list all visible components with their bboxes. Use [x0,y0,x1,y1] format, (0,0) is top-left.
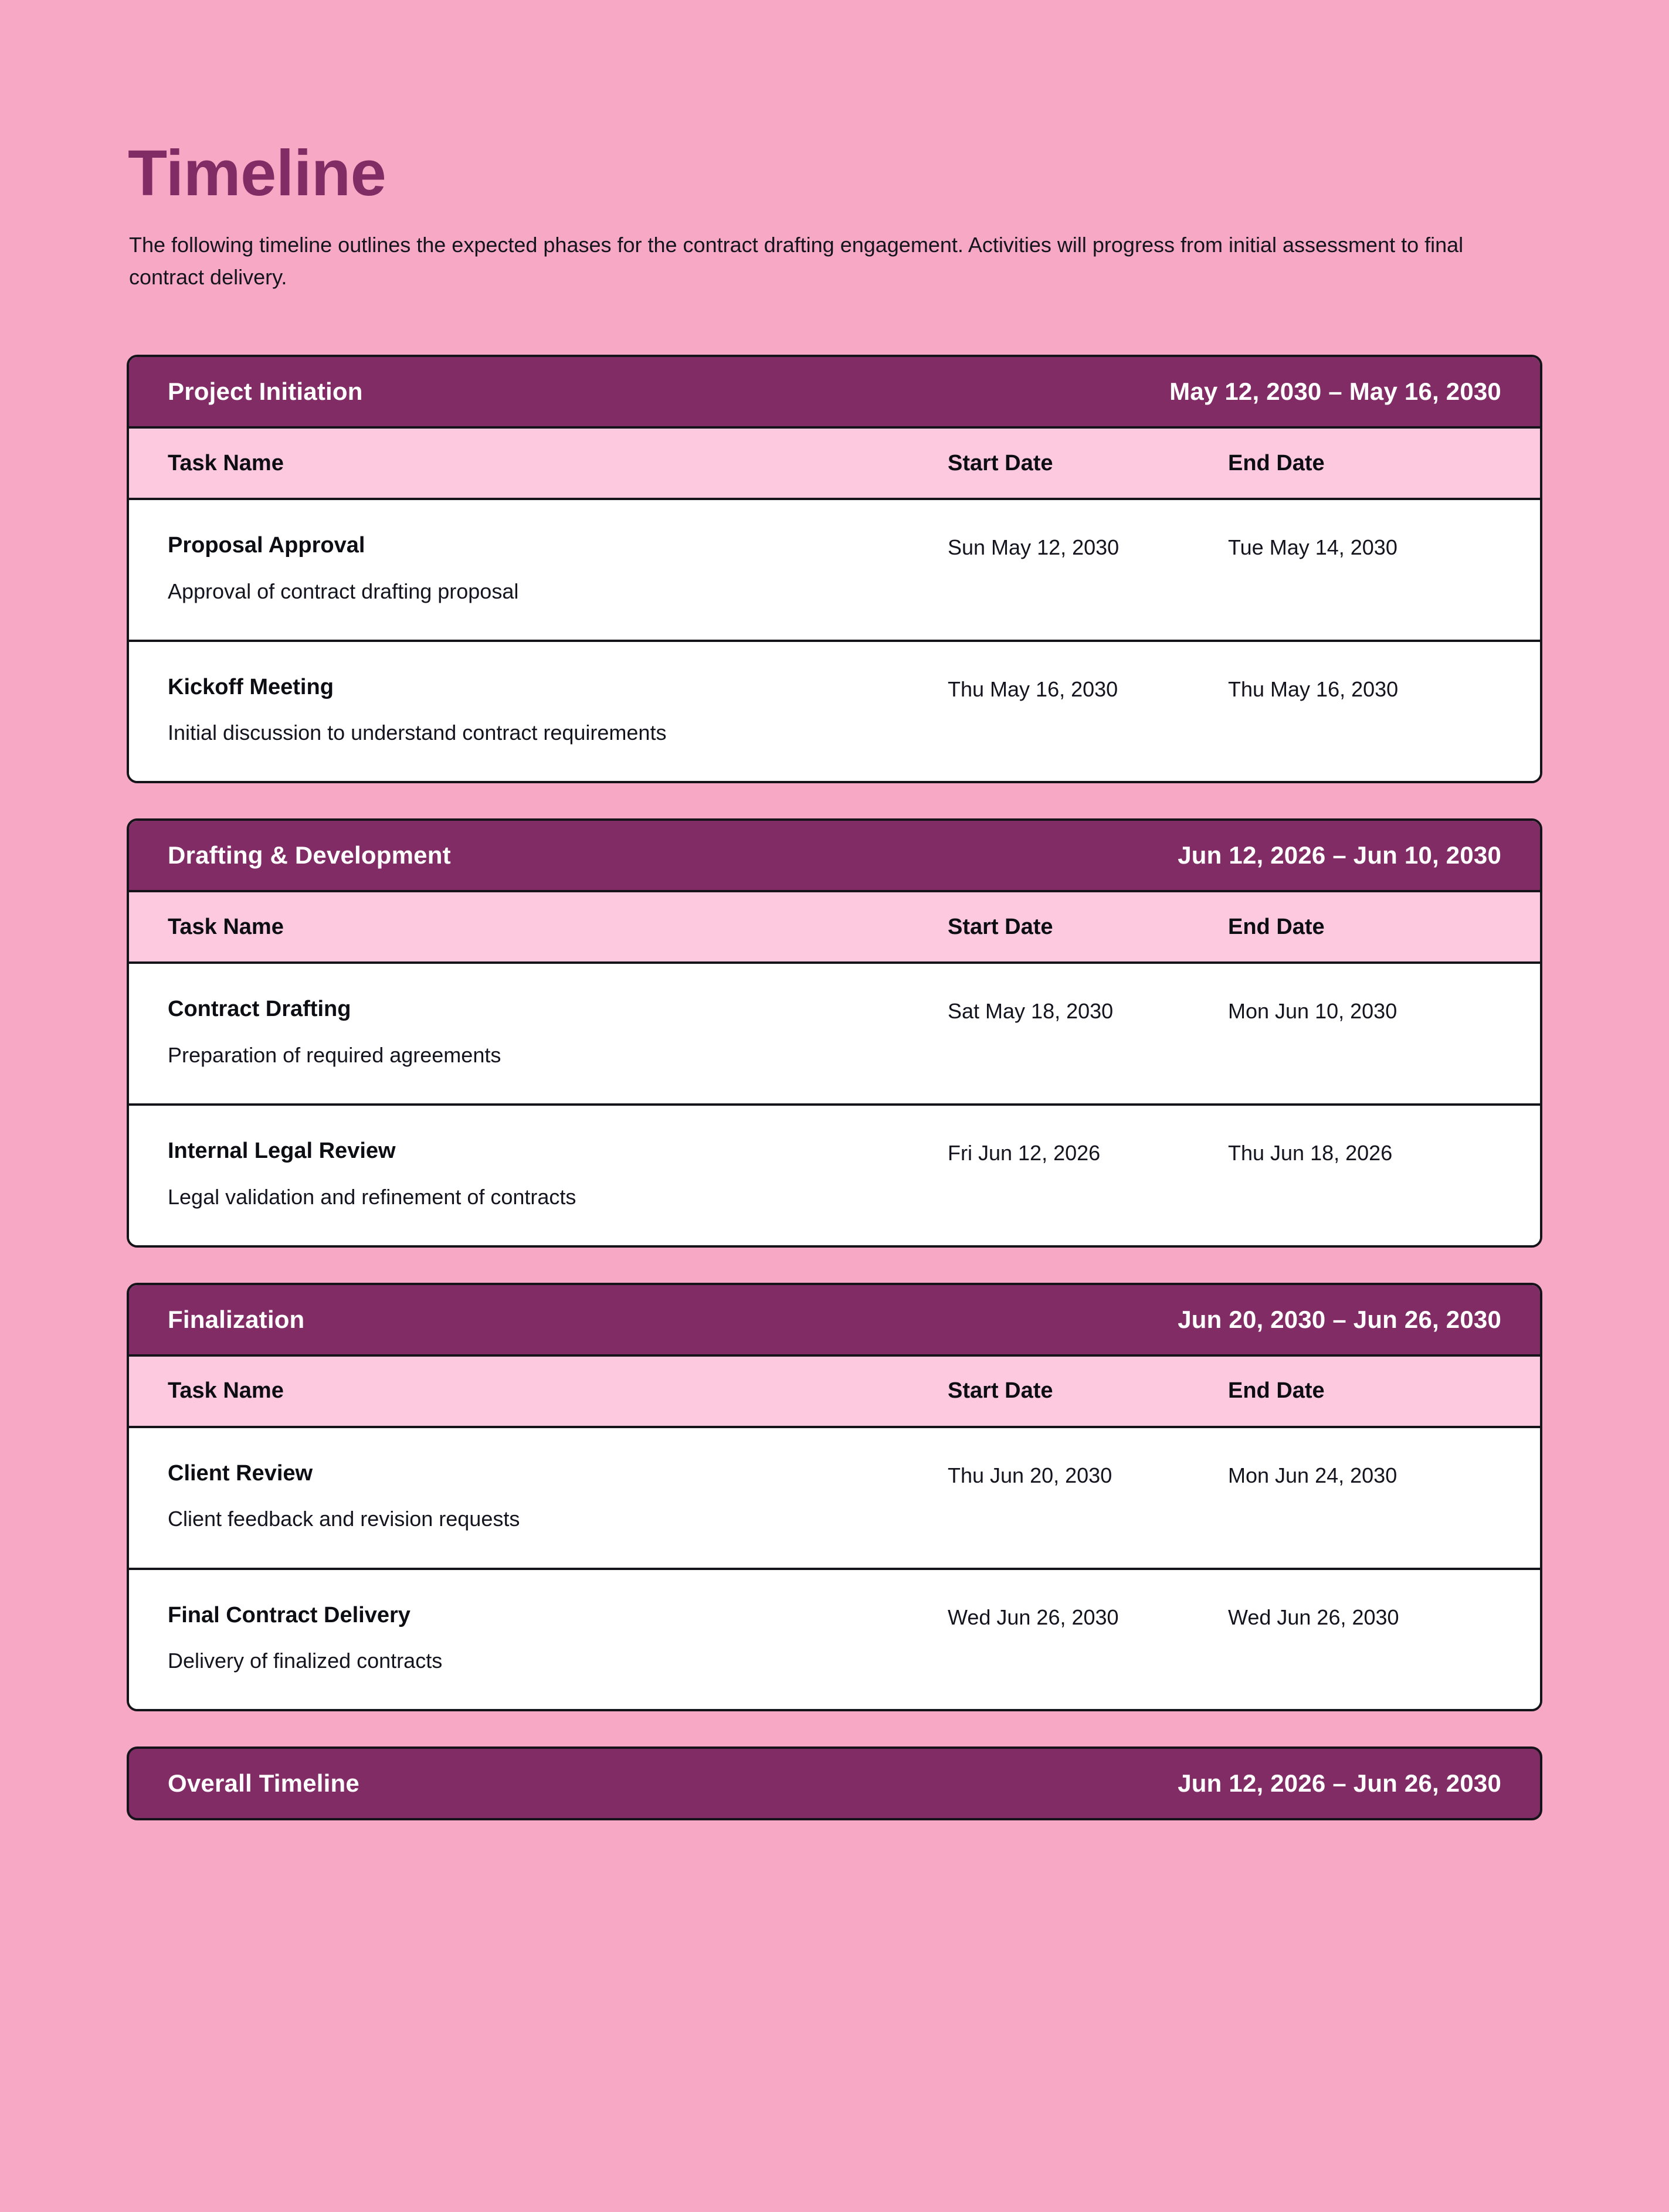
phase-name: Finalization [168,1305,305,1333]
phase-header [129,1285,1540,1354]
task-description: Preparation of required agreements [168,1042,501,1067]
phase-date-range: May 12, 2030 – May 16, 2030 [1169,378,1501,406]
task-end-date: Tue May 14, 2030 [1228,535,1397,560]
phase-card [127,1283,1542,1711]
task-row-list [129,961,1540,1245]
phase-header [129,357,1540,426]
column-header-end-date: End Date [1228,450,1325,475]
task-start-date: Thu May 16, 2030 [948,677,1118,701]
table-row [129,1103,1540,1245]
column-header-row [129,426,1540,498]
column-header-task-name: Task Name [168,450,284,475]
phase-name: Drafting & Development [168,841,451,869]
column-header-start-date: Start Date [948,1378,1053,1404]
task-start-date: Sun May 12, 2030 [948,535,1120,560]
column-header-start-date-cell [948,1378,1228,1404]
phase-card-list [127,355,1542,1711]
column-header-task-name-cell [168,1378,948,1404]
table-row [129,961,1540,1103]
task-name-cell [168,995,948,1071]
task-name-cell [168,532,948,607]
column-header-start-date-cell [948,451,1228,476]
task-title: Contract Drafting [168,997,351,1022]
task-row-list [129,1426,1540,1709]
task-name-cell [168,1460,948,1535]
task-name-cell [168,1137,948,1212]
table-row [129,1568,1540,1710]
overall-timeline-label: Overall Timeline [168,1769,359,1798]
table-row [129,640,1540,781]
column-header-row [129,1354,1540,1426]
page-title: Timeline [128,137,386,209]
phase-header [129,821,1540,890]
table-row [129,1426,1540,1568]
task-start-date: Fri Jun 12, 2026 [948,1141,1101,1166]
overall-timeline-bar [127,1747,1542,1820]
column-header-task-name-cell [168,915,948,940]
task-row-list [129,498,1540,781]
phase-date-range: Jun 12, 2026 – Jun 10, 2030 [1178,841,1501,869]
task-title: Internal Legal Review [168,1139,396,1164]
task-end-date: Mon Jun 10, 2030 [1228,999,1397,1024]
task-description: Legal validation and refinement of contracts [168,1184,576,1209]
overall-timeline-range: Jun 12, 2026 – Jun 26, 2030 [1178,1769,1501,1798]
column-header-end-date-cell [1228,451,1486,476]
task-description: Delivery of finalized contracts [168,1649,443,1673]
task-start-date: Sat May 18, 2030 [948,999,1114,1024]
task-start-date: Wed Jun 26, 2030 [948,1605,1119,1629]
task-title: Proposal Approval [168,533,365,558]
task-title: Client Review [168,1460,313,1486]
column-header-row [129,890,1540,961]
task-end-date: Wed Jun 26, 2030 [1228,1605,1399,1629]
column-header-start-date-cell [948,915,1228,940]
task-description: Client feedback and revision requests [168,1507,520,1531]
column-header-task-name-cell [168,451,948,476]
column-header-start-date: Start Date [948,450,1053,475]
phase-card [127,818,1542,1247]
task-name-cell [168,674,948,749]
column-header-end-date-cell [1228,1378,1486,1404]
task-end-date: Thu Jun 18, 2026 [1228,1141,1393,1166]
column-header-end-date-cell [1228,915,1486,940]
task-description: Initial discussion to understand contract requirements [168,721,667,745]
task-name-cell [168,1602,948,1677]
table-row [129,498,1540,640]
task-description: Approval of contract drafting proposal [168,579,519,603]
task-title: Kickoff Meeting [168,674,334,699]
column-header-start-date: Start Date [948,914,1053,939]
column-header-task-name: Task Name [168,1378,284,1404]
column-header-task-name: Task Name [168,914,284,939]
phase-card [127,355,1542,783]
task-end-date: Mon Jun 24, 2030 [1228,1463,1397,1487]
task-end-date: Thu May 16, 2030 [1228,677,1399,701]
page-subtitle: The following timeline outlines the expected phases for the contract drafting engagement. Activities will progress from initial assessment to final contract delivery. [129,232,1464,290]
phase-name: Project Initiation [168,378,363,406]
column-header-end-date: End Date [1228,914,1325,939]
task-title: Final Contract Delivery [168,1602,411,1627]
task-start-date: Thu Jun 20, 2030 [948,1463,1112,1487]
phase-date-range: Jun 20, 2030 – Jun 26, 2030 [1178,1305,1501,1333]
document-content [127,0,1542,1820]
column-header-end-date: End Date [1228,1378,1325,1404]
